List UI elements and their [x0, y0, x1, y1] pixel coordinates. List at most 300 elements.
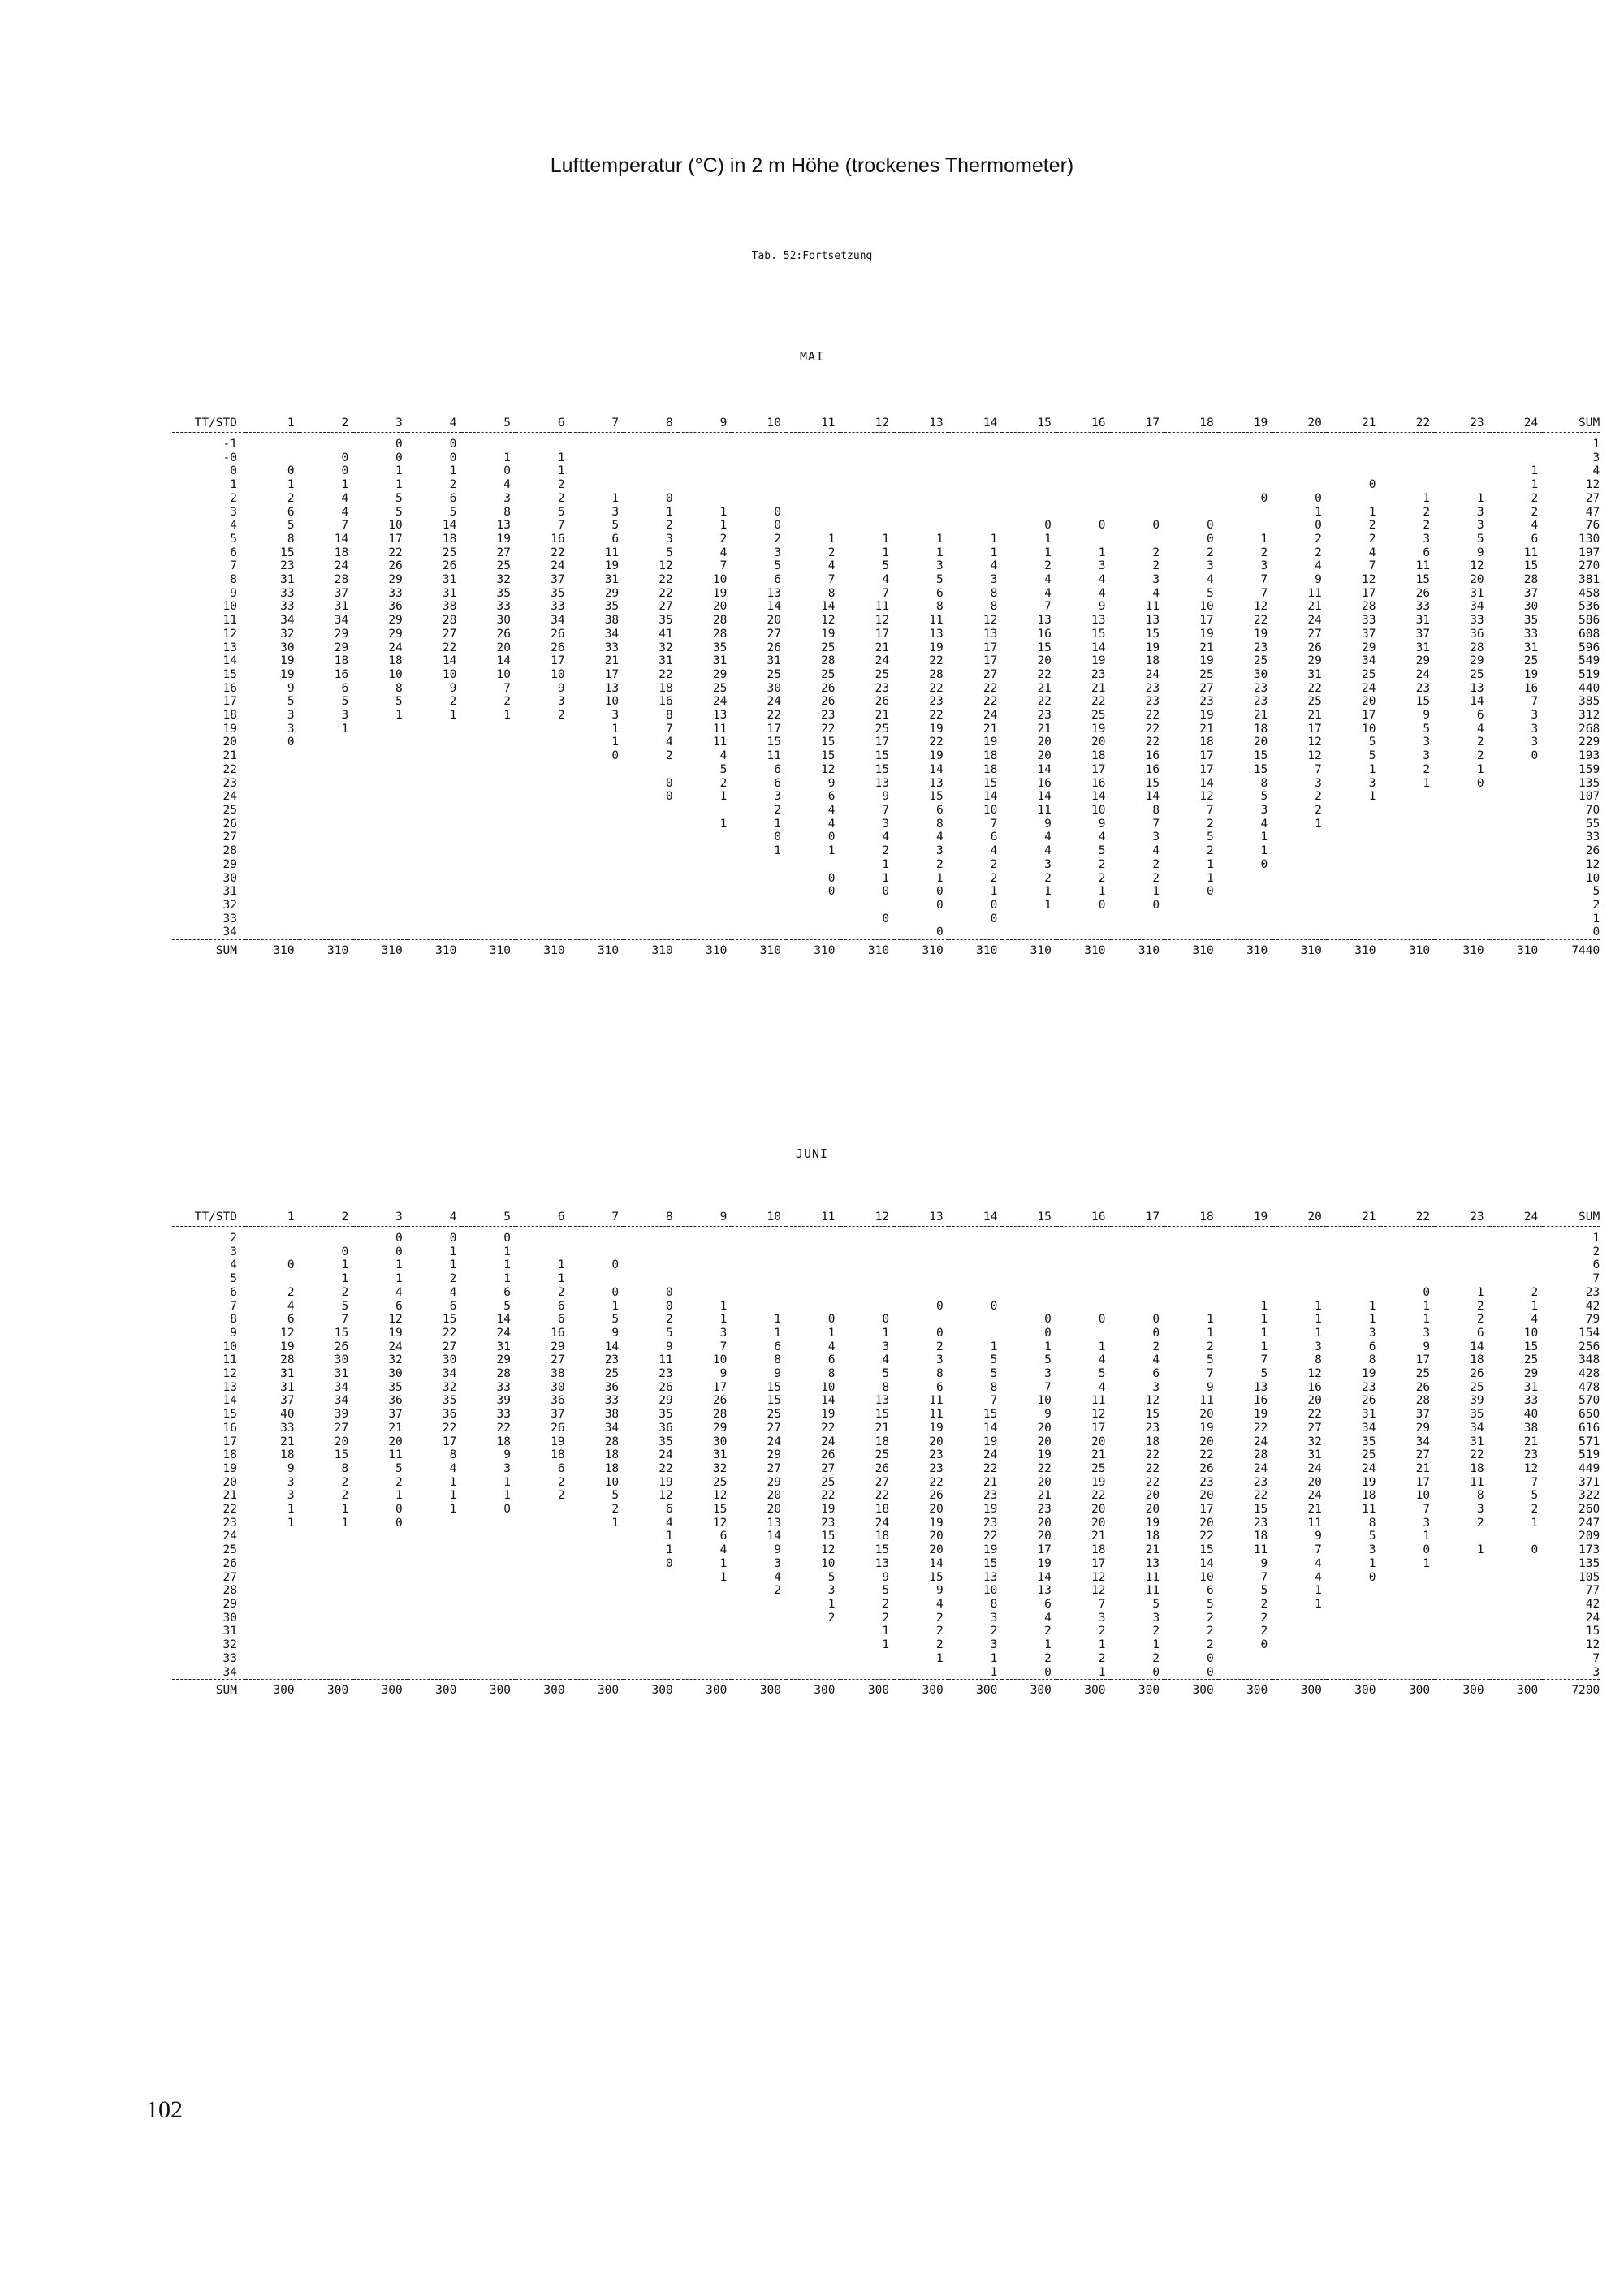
- table-cell: 0: [1206, 519, 1214, 533]
- table-cell: [1327, 1272, 1381, 1286]
- table-cell: 0: [1206, 1665, 1214, 1679]
- table-cell: 33: [280, 1421, 295, 1435]
- table-cell: [245, 1530, 300, 1543]
- table-cell: 8: [1315, 1353, 1322, 1367]
- table-cell: 23: [929, 695, 944, 709]
- table-cell: 28: [442, 614, 457, 628]
- table-cell: [1056, 533, 1111, 546]
- table-cell: 15: [1002, 414, 1056, 433]
- sum-cell: 2: [1592, 898, 1600, 912]
- table-cell: 34: [334, 1394, 349, 1408]
- table-cell: 11: [1470, 1475, 1484, 1489]
- table-cell: 1: [449, 1475, 457, 1489]
- table-cell: [1164, 1232, 1219, 1245]
- table-cell: 38: [1523, 1421, 1539, 1435]
- table-cell: 2: [449, 478, 457, 492]
- row-label: 9: [230, 586, 237, 600]
- table-cell: [1164, 451, 1219, 465]
- table-cell: [1164, 1300, 1219, 1314]
- table-cell: 5: [449, 505, 457, 519]
- table-cell: 17: [1091, 1421, 1106, 1435]
- table-cell: [516, 899, 570, 913]
- table-cell: [461, 804, 516, 818]
- sum-cell: 371: [1579, 1475, 1600, 1489]
- table-cell: 33: [1362, 614, 1376, 628]
- table-cell: 2: [882, 1611, 890, 1625]
- table-cell: 13: [1091, 614, 1106, 628]
- table-cell: [948, 1245, 1003, 1259]
- table-cell: 6: [395, 1299, 403, 1313]
- table-cell: 24: [1362, 1461, 1376, 1475]
- table-cell: 19: [929, 1421, 944, 1435]
- table-cell: 15: [875, 1408, 890, 1422]
- table-cell: 36: [388, 1394, 403, 1408]
- table-cell: 4: [882, 1353, 890, 1367]
- table-cell: 1: [1423, 1530, 1431, 1543]
- table-cell: [570, 844, 624, 858]
- table-cell: 2: [1152, 1625, 1160, 1638]
- table-cell: 20: [1272, 414, 1327, 433]
- table-cell: [570, 1638, 624, 1652]
- table-row: [172, 492, 1600, 506]
- table-cell: 4: [935, 831, 944, 844]
- table-cell: [570, 831, 624, 844]
- table-cell: 36: [1470, 627, 1484, 641]
- table-cell: [516, 804, 570, 818]
- table-cell: [570, 1571, 624, 1585]
- row-label: 6: [230, 1285, 237, 1299]
- table-cell: 17: [1199, 749, 1214, 763]
- table-cell: 22: [388, 546, 403, 559]
- table-cell: [461, 749, 516, 763]
- table-cell: [1272, 844, 1327, 858]
- sum-cell: 154: [1579, 1326, 1600, 1340]
- table-cell: [516, 1584, 570, 1598]
- table-cell: [245, 790, 300, 804]
- table-cell: 2: [1315, 546, 1322, 559]
- table-cell: [1219, 478, 1273, 492]
- table-cell: [678, 926, 732, 939]
- table-cell: 4: [666, 736, 673, 749]
- table-cell: 3: [287, 1489, 295, 1503]
- table-cell: 37: [1415, 1408, 1431, 1422]
- table-cell: [1002, 506, 1056, 520]
- table-cell: 17: [388, 532, 403, 546]
- sum-cell: 6: [1592, 1258, 1600, 1272]
- table-cell: [1435, 478, 1489, 492]
- table-cell: 1: [1315, 1326, 1322, 1340]
- table-cell: 15: [821, 1530, 836, 1543]
- table-cell: 28: [712, 627, 728, 641]
- table-cell: 2: [1531, 1503, 1539, 1517]
- table-cell: [1272, 858, 1327, 872]
- table-cell: 35: [551, 586, 565, 600]
- table-row: [172, 573, 1600, 587]
- table-cell: 22: [1380, 1208, 1435, 1227]
- table-cell: 30: [334, 1353, 349, 1367]
- row-label: 7: [230, 1299, 237, 1313]
- table-cell: 5: [1476, 532, 1484, 546]
- table-cell: 5: [395, 695, 403, 709]
- table-cell: 0: [990, 1299, 998, 1313]
- table-cell: 3: [1423, 736, 1431, 749]
- table-cell: 37: [388, 1408, 403, 1422]
- table-cell: 0: [1206, 1651, 1214, 1665]
- table-cell: 20: [1253, 736, 1268, 749]
- table-cell: [1002, 1232, 1056, 1245]
- table-row: [172, 1232, 1600, 1245]
- table-cell: 20: [712, 600, 728, 614]
- table-cell: 19: [1199, 1421, 1214, 1435]
- table-cell: 20: [1307, 1394, 1322, 1408]
- table-cell: 37: [1415, 627, 1431, 641]
- table-cell: [786, 1625, 840, 1638]
- table-cell: 15: [767, 1380, 781, 1394]
- table-cell: 20: [334, 1435, 349, 1448]
- table-cell: 4: [1260, 817, 1268, 831]
- table-cell: 20: [1091, 1435, 1106, 1448]
- table-cell: 15: [929, 1570, 944, 1584]
- table-cell: 1: [557, 1272, 565, 1286]
- table-cell: 4: [719, 546, 728, 559]
- table-cell: 4: [1315, 559, 1322, 573]
- table-row: [172, 1300, 1600, 1314]
- table-cell: [516, 1571, 570, 1585]
- table-cell: 2: [1315, 803, 1322, 817]
- table-cell: [732, 1612, 786, 1625]
- table-cell: 26: [1415, 586, 1431, 600]
- table-cell: 27: [551, 1353, 565, 1367]
- table-cell: [786, 926, 840, 939]
- table-cell: 37: [1362, 627, 1376, 641]
- table-cell: 1: [719, 790, 728, 804]
- table-cell: 8: [1368, 1353, 1376, 1367]
- table-cell: 310: [894, 940, 948, 962]
- table-cell: 21: [1307, 1503, 1322, 1517]
- table-cell: 19: [929, 749, 944, 763]
- sum-cell: 12: [1585, 1638, 1600, 1652]
- table-cell: 35: [1523, 614, 1539, 628]
- table-cell: 20: [388, 1435, 403, 1448]
- table-cell: [353, 1666, 408, 1680]
- table-cell: 28: [1470, 641, 1484, 654]
- row-label: 34: [222, 926, 237, 939]
- table-cell: 19: [659, 1475, 673, 1489]
- table-cell: 27: [496, 546, 511, 559]
- table-cell: [1002, 1300, 1056, 1314]
- table-cell: 31: [712, 654, 728, 668]
- table-cell: [1219, 506, 1273, 520]
- table-cell: 29: [767, 1448, 781, 1462]
- table-cell: 7: [1098, 1597, 1106, 1611]
- table-cell: [1327, 1584, 1381, 1598]
- table-cell: [732, 1286, 786, 1300]
- table-cell: [1489, 885, 1544, 899]
- table-cell: 1: [1315, 1299, 1322, 1313]
- table-cell: 38: [604, 614, 620, 628]
- table-cell: 16: [1091, 776, 1106, 790]
- table-cell: [353, 1543, 408, 1557]
- table-cell: 4: [1315, 1556, 1322, 1570]
- sum-cell: 77: [1585, 1584, 1600, 1598]
- table-row: [172, 546, 1600, 560]
- table-cell: 32: [388, 1353, 403, 1367]
- table-cell: 310: [1380, 940, 1435, 962]
- table-cell: 4: [1098, 586, 1106, 600]
- table-cell: 5: [1098, 844, 1106, 858]
- table-cell: 3: [882, 817, 890, 831]
- table-cell: 14: [1470, 695, 1484, 709]
- table-cell: 38: [551, 1367, 565, 1381]
- table-cell: 22: [1199, 1530, 1214, 1543]
- table-cell: 0: [666, 1299, 673, 1313]
- sum-cell: 478: [1579, 1380, 1600, 1394]
- table-cell: [353, 913, 408, 926]
- table-cell: [1111, 451, 1165, 465]
- table-cell: 20: [767, 1489, 781, 1503]
- table-cell: [786, 1245, 840, 1259]
- table-cell: 22: [659, 1461, 673, 1475]
- table-cell: [245, 1666, 300, 1680]
- table-cell: 2: [557, 491, 565, 505]
- table-cell: 0: [774, 519, 781, 533]
- table-cell: [408, 804, 462, 818]
- table-cell: [1272, 1652, 1327, 1666]
- table-cell: 18: [1091, 1543, 1106, 1557]
- table-cell: [732, 1638, 786, 1652]
- table-cell: 5: [882, 1584, 890, 1598]
- table-cell: 4: [827, 817, 836, 831]
- table-cell: 4: [1098, 831, 1106, 844]
- table-cell: 22: [1307, 1408, 1322, 1422]
- table-cell: [678, 913, 732, 926]
- table-cell: 11: [388, 1448, 403, 1462]
- table-cell: 5: [287, 519, 295, 533]
- table-cell: 1: [1044, 546, 1052, 559]
- table-cell: 1: [882, 546, 890, 559]
- sum-cell: 268: [1579, 722, 1600, 736]
- table-cell: 0: [395, 451, 403, 464]
- table-cell: [516, 438, 570, 451]
- table-cell: 18: [1145, 1435, 1160, 1448]
- table-cell: [353, 1638, 408, 1652]
- table-cell: 7: [1044, 600, 1052, 614]
- table-cell: [353, 844, 408, 858]
- table-cell: [1164, 464, 1219, 478]
- table-cell: 25: [712, 681, 728, 695]
- table-cell: 4: [449, 1461, 457, 1475]
- table-cell: 11: [712, 722, 728, 736]
- table-cell: [624, 451, 678, 465]
- sum-cell: 571: [1579, 1435, 1600, 1448]
- table-cell: [786, 492, 840, 506]
- table-cell: 310: [948, 940, 1003, 962]
- sum-cell: 197: [1579, 546, 1600, 559]
- row-label: 28: [222, 1584, 237, 1598]
- table-cell: 13: [767, 1516, 781, 1530]
- table-cell: 12: [659, 1489, 673, 1503]
- sum-cell: 247: [1579, 1516, 1600, 1530]
- sum-cell: 519: [1579, 667, 1600, 681]
- table-cell: 26: [767, 641, 781, 654]
- table-cell: [1111, 438, 1165, 451]
- table-cell: 22: [1253, 1489, 1268, 1503]
- table-row: [172, 559, 1600, 573]
- table-cell: [1111, 1245, 1165, 1259]
- sum-cell: 0: [1592, 926, 1600, 939]
- table-cell: [948, 1286, 1003, 1300]
- table-cell: [245, 872, 300, 886]
- table-cell: 310: [408, 940, 462, 962]
- table-cell: 4: [1044, 831, 1052, 844]
- table-cell: 29: [1362, 641, 1376, 654]
- table-cell: 1: [882, 871, 890, 885]
- table-cell: 0: [1044, 1665, 1052, 1679]
- table-cell: 310: [1002, 940, 1056, 962]
- table-cell: 18: [875, 1435, 890, 1448]
- table-cell: [1056, 1232, 1111, 1245]
- table-cell: [678, 1286, 732, 1300]
- table-cell: 0: [395, 1232, 403, 1245]
- table-cell: [678, 464, 732, 478]
- table-cell: [1056, 451, 1111, 465]
- table-cell: [461, 913, 516, 926]
- table-cell: 0: [1098, 1313, 1106, 1327]
- table-cell: 0: [1152, 1665, 1160, 1679]
- table-cell: 29: [712, 667, 728, 681]
- table-cell: 310: [516, 940, 570, 962]
- table-cell: 7: [719, 559, 728, 573]
- table-cell: 4: [1152, 586, 1160, 600]
- table-cell: 0: [503, 464, 511, 478]
- table-cell: 15: [875, 762, 890, 776]
- table-cell: [570, 438, 624, 451]
- table-cell: 3: [774, 790, 781, 804]
- table-cell: 15: [1091, 627, 1106, 641]
- table-cell: 15: [1145, 776, 1160, 790]
- table-cell: 24: [659, 1448, 673, 1462]
- table-cell: [840, 1232, 895, 1245]
- table-cell: [1380, 831, 1435, 844]
- table-cell: [678, 872, 732, 886]
- table-cell: 3: [1152, 573, 1160, 587]
- table-cell: 30: [388, 1367, 403, 1381]
- table-cell: [570, 804, 624, 818]
- table-cell: 31: [334, 1367, 349, 1381]
- table-cell: [1272, 899, 1327, 913]
- table-cell: 3: [1098, 559, 1106, 573]
- table-cell: [1002, 1258, 1056, 1272]
- sum-cell: 3: [1592, 451, 1600, 464]
- header-row: [172, 414, 1600, 433]
- table-cell: 14: [929, 762, 944, 776]
- row-label: TT/STD: [172, 414, 245, 433]
- table-cell: 14: [1470, 1340, 1484, 1353]
- table-cell: 5: [774, 559, 781, 573]
- row-label: 24: [222, 1530, 237, 1543]
- table-cell: 35: [1470, 1408, 1484, 1422]
- table-cell: [840, 1272, 895, 1286]
- table-cell: [1272, 478, 1327, 492]
- table-cell: 15: [821, 749, 836, 763]
- table-cell: 1: [666, 505, 673, 519]
- table-cell: [300, 1584, 354, 1598]
- table-cell: 0: [341, 464, 349, 478]
- table-cell: 13: [875, 1556, 890, 1570]
- table-cell: [570, 777, 624, 791]
- table-cell: [1327, 885, 1381, 899]
- table-cell: 23: [983, 1489, 998, 1503]
- table-cell: [786, 1666, 840, 1680]
- table-cell: 6: [774, 776, 781, 790]
- table-cell: [516, 763, 570, 777]
- table-cell: 2: [1531, 1285, 1539, 1299]
- table-cell: [1489, 858, 1544, 872]
- table-cell: 18: [1164, 1208, 1219, 1227]
- table-cell: 9: [666, 1340, 673, 1353]
- table-cell: 0: [1260, 491, 1268, 505]
- table-cell: 1: [1531, 478, 1539, 492]
- table-cell: [461, 763, 516, 777]
- sum-cell: 270: [1579, 559, 1600, 573]
- sum-cell: 173: [1579, 1543, 1600, 1557]
- table-cell: 29: [659, 1394, 673, 1408]
- table-cell: [624, 1232, 678, 1245]
- table-cell: 1: [1315, 1597, 1322, 1611]
- table-cell: 310: [1435, 940, 1489, 962]
- table-cell: 2: [1206, 1611, 1214, 1625]
- table-cell: [245, 885, 300, 899]
- table-cell: [786, 1232, 840, 1245]
- table-cell: 11: [1415, 559, 1431, 573]
- table-cell: [408, 1543, 462, 1557]
- table-cell: [948, 492, 1003, 506]
- table-cell: 2: [1044, 1625, 1052, 1638]
- table-cell: 6: [1152, 1367, 1160, 1381]
- table-cell: 2: [1152, 871, 1160, 885]
- table-cell: [1435, 1584, 1489, 1598]
- table-cell: 0: [935, 1299, 944, 1313]
- table-cell: 23: [929, 1461, 944, 1475]
- table-cell: 16: [1253, 1394, 1268, 1408]
- table-cell: 1: [1152, 1638, 1160, 1652]
- row-label: 22: [222, 1503, 237, 1517]
- table-row: [172, 600, 1600, 614]
- table-cell: 21: [1091, 1530, 1106, 1543]
- table-cell: 14: [767, 1530, 781, 1543]
- table-cell: 11: [659, 1353, 673, 1367]
- row-label: 4: [230, 1258, 237, 1272]
- table-cell: 11: [1523, 546, 1539, 559]
- table-cell: 0: [666, 1556, 673, 1570]
- table-cell: 23: [1253, 641, 1268, 654]
- sum-cell: 7440: [1543, 940, 1600, 962]
- table-cell: [1435, 831, 1489, 844]
- table-cell: 1: [935, 546, 944, 559]
- table-row: [172, 1327, 1600, 1340]
- sum-cell: 70: [1585, 803, 1600, 817]
- table-cell: [353, 723, 408, 736]
- table-cell: [1056, 913, 1111, 926]
- table-cell: [1380, 858, 1435, 872]
- table-cell: 26: [1362, 1394, 1376, 1408]
- table-cell: 3: [611, 505, 620, 519]
- table-cell: 26: [442, 559, 457, 573]
- table-cell: [1489, 1245, 1544, 1259]
- table-cell: [1327, 451, 1381, 465]
- table-cell: 4: [1098, 1380, 1106, 1394]
- table-cell: [245, 913, 300, 926]
